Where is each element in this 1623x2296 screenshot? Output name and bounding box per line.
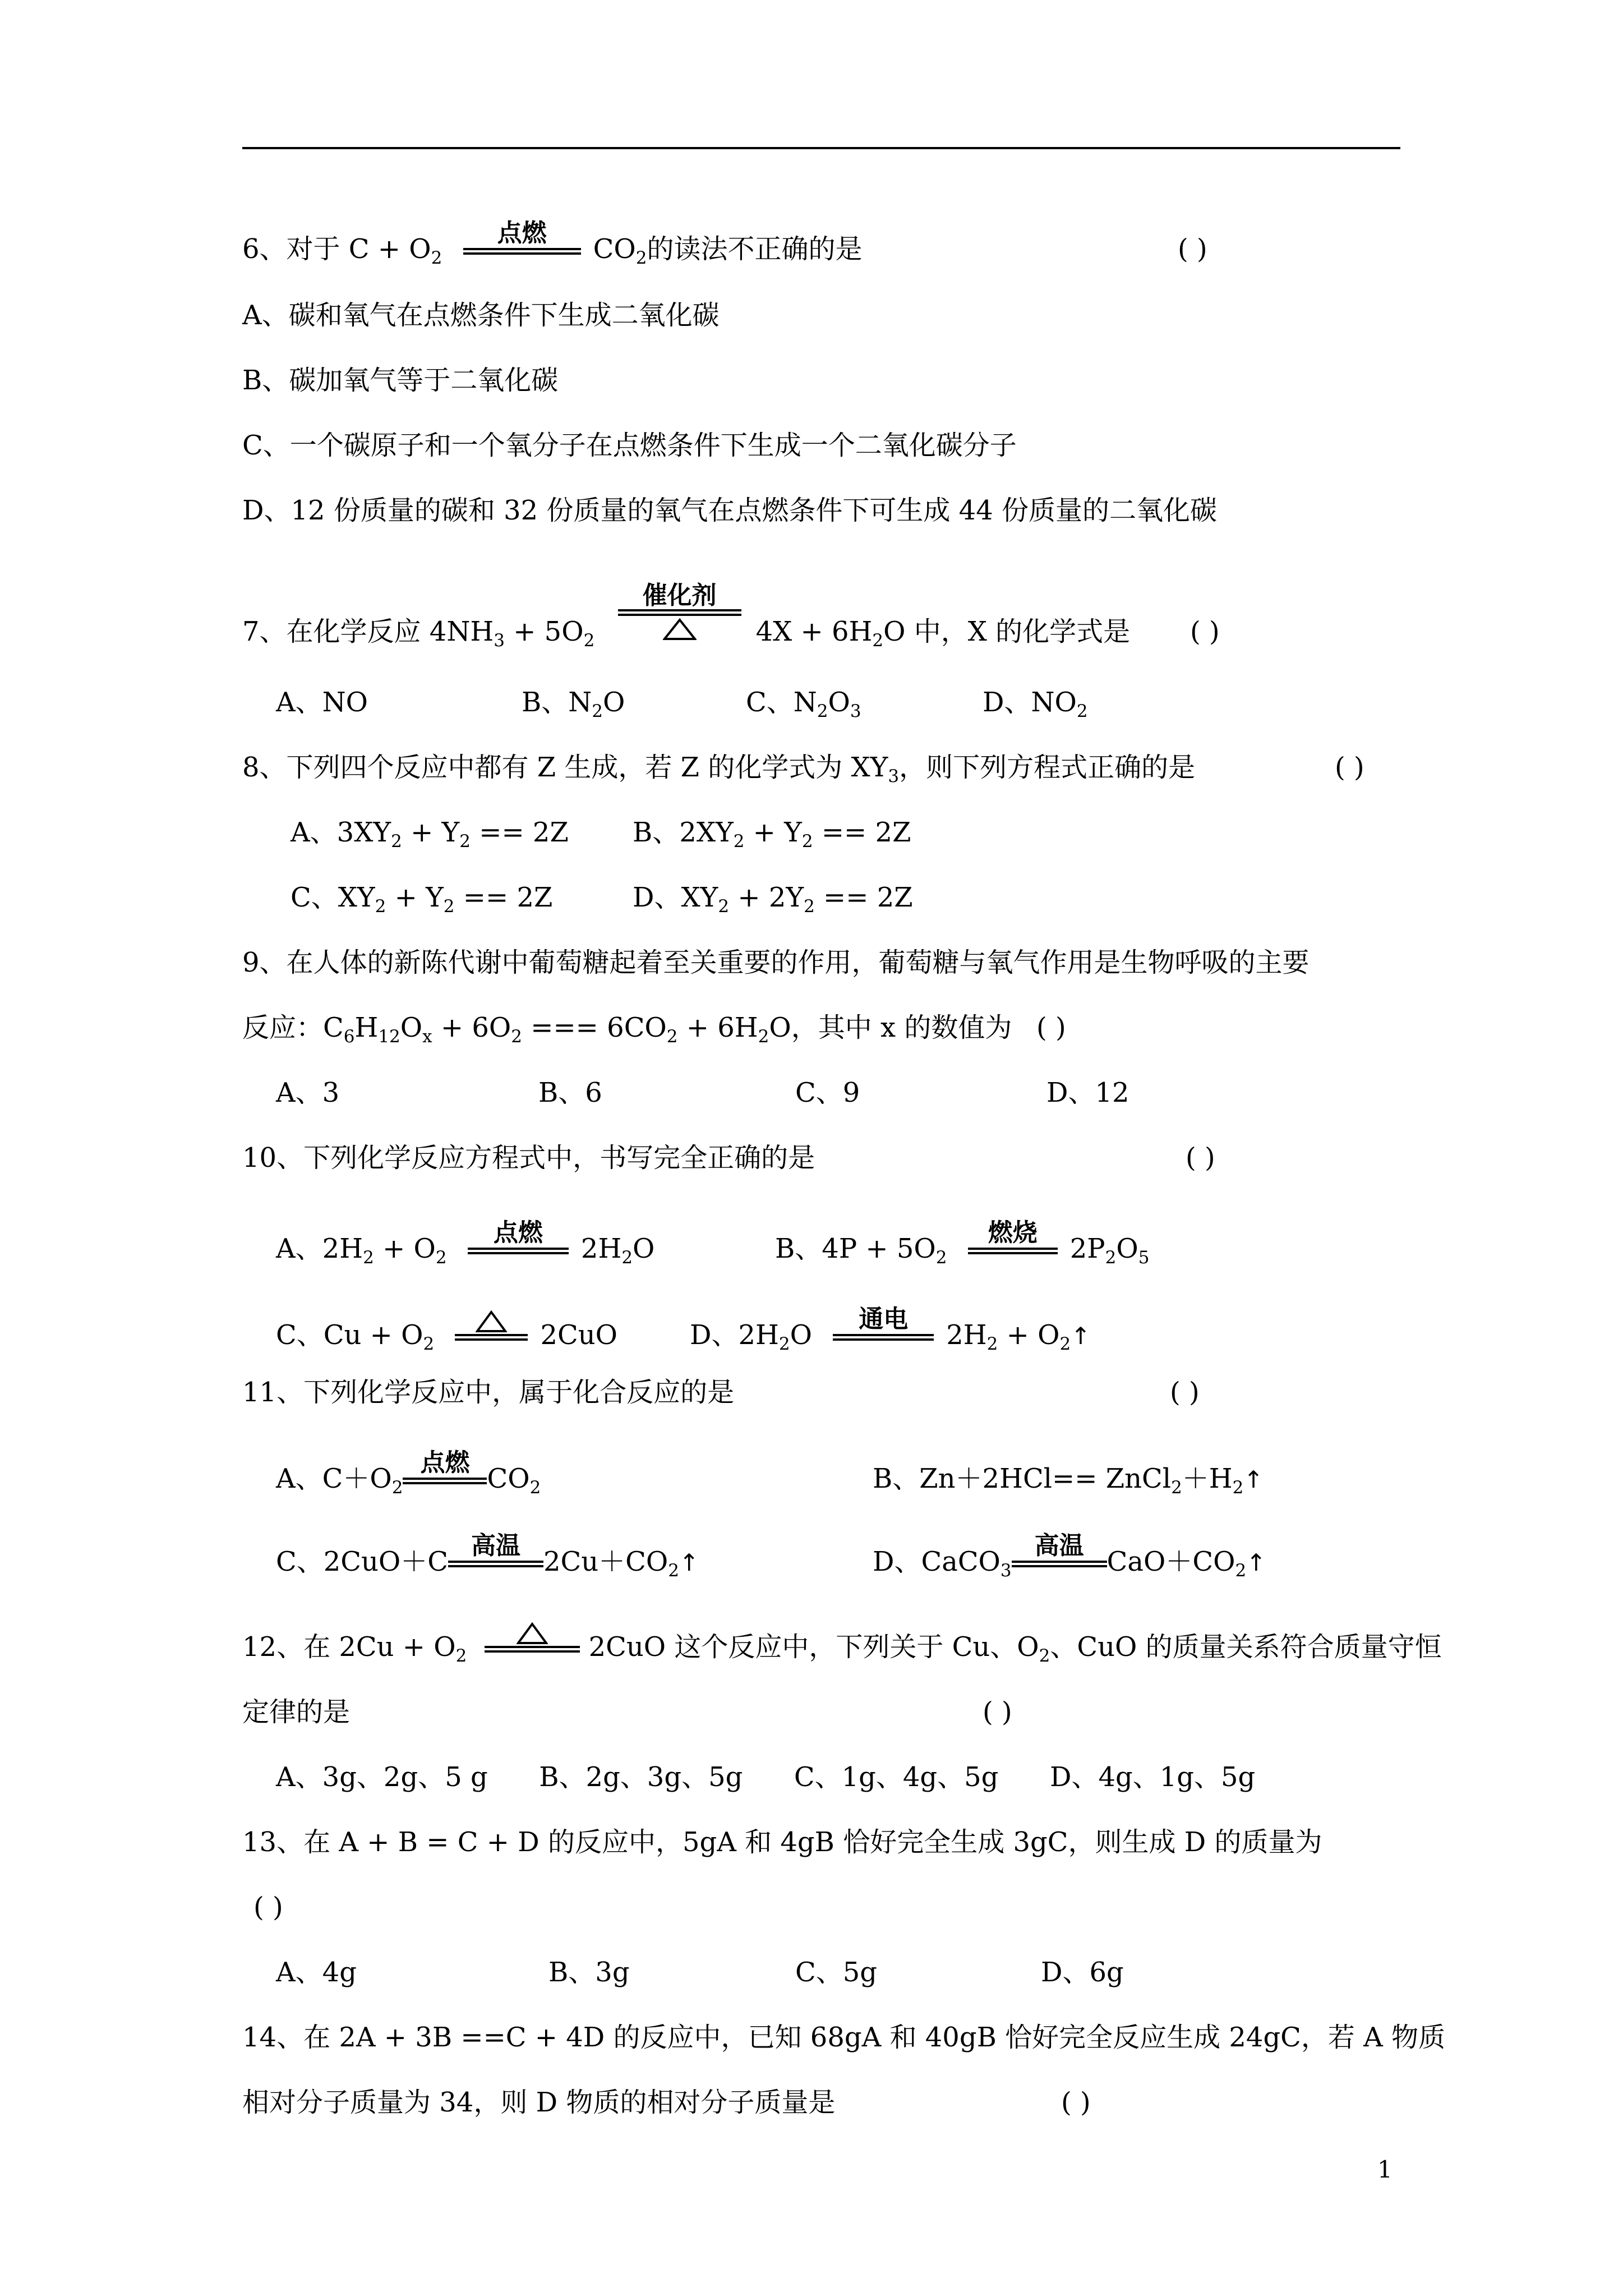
- question-6-option-a: A、碳和氧气在点燃条件下生成二氧化碳: [242, 300, 720, 331]
- question-13-option-d: D、6g: [1041, 1957, 1124, 1988]
- question-11-paren: ( ): [1170, 1377, 1200, 1408]
- question-11-option-b: B、$Zn+2HCl== ZnCl_2+H_2↑$: [873, 1463, 1264, 1498]
- question-10-stem: 10、下列化学反应方程式中，书写完全正确的是: [242, 1142, 815, 1174]
- question-11-option-d: D、CaCO$_3$ 高温 $CaO+CO_2↑$: [873, 1531, 1266, 1581]
- question-10-option-b: B、$4P + 5O_2$ 燃烧 $2P_2O_5$: [775, 1218, 1150, 1268]
- question-11-option-a: A、$C+O_2$ 点燃 $CO_2$: [276, 1448, 541, 1498]
- question-6-stem: 6、对于 $C + O_2$ 点燃 $CO_2$的读法不正确的是: [242, 218, 863, 268]
- question-14-paren: ( ): [1061, 2087, 1091, 2118]
- question-9-option-d: D、12: [1046, 1077, 1129, 1108]
- question-8-option-a: A、$3XY_2 + Y_2 == 2Z$: [291, 817, 569, 852]
- question-9-option-b: B、6: [538, 1077, 602, 1108]
- question-14-line2: 相对分子质量为 34，则 D 物质的相对分子质量是: [242, 2087, 836, 2118]
- question-8-option-c: C、$XY_2 + Y_2 == 2Z$: [291, 882, 553, 917]
- question-7-paren: ( ): [1190, 616, 1220, 647]
- question-9-option-c: C、9: [795, 1077, 860, 1108]
- question-13-option-b: B、3g: [548, 1957, 630, 1988]
- question-10-option-d: D、$2H_2O$ 通电 $2H_2$ + $O_2↑$: [690, 1304, 1091, 1354]
- question-6-option-c: C、一个碳原子和一个氧分子在点燃条件下生成一个二氧化碳分子: [242, 430, 1017, 461]
- question-10-option-c: C、$Cu + O_2$ 2CuO: [276, 1318, 617, 1354]
- question-9-line2: 反应：$C_6H_{12}O_x + 6O_2$ === $6CO_2 + 6H_2O$，其中 x 的数值为: [242, 1012, 1012, 1047]
- question-6-option-d: D、12 份质量的碳和 32 份质量的氧气在点燃条件下可生成 44 份质量的二氧化碳: [242, 495, 1218, 526]
- question-10-paren: ( ): [1186, 1142, 1215, 1174]
- question-8-paren: ( ): [1335, 752, 1364, 783]
- question-8-option-b: B、$2XY_2 + Y_2 == 2Z$: [633, 817, 911, 852]
- question-12-options: A、3g、2g、5 g B、2g、3g、5g C、1g、4g、5g D、4g、1g、5g: [276, 1761, 1256, 1793]
- question-10-option-a: A、$2H_2 + O_2$ 点燃 $2H_2O$: [276, 1218, 655, 1268]
- question-13-line1: 13、在 A + B = C + D 的反应中，5gA 和 4gB 恰好完全生成 3gC，则生成 D 的质量为: [242, 1826, 1322, 1858]
- page-number: 1: [1377, 2156, 1393, 2183]
- question-9-line1: 9、在人体的新陈代谢中葡萄糖起着至关重要的作用，葡萄糖与氧气作用是生物呼吸的主要: [242, 947, 1310, 978]
- question-11-option-c: C、2CuO＋C 高温 $2Cu+CO_2↑$: [276, 1531, 699, 1581]
- header-rule: [242, 147, 1400, 149]
- question-12-line1: 12、在 $2Cu + O_2$ 2CuO 这个反应中，下列关于 Cu、$O_2$、CuO 的质量关系符合质量守恒: [242, 1630, 1442, 1666]
- question-6-paren: ( ): [1178, 233, 1207, 265]
- question-8-option-d: D、$XY_2 + 2Y_2 == 2Z$: [633, 882, 913, 917]
- question-7-option-a: A、NO: [276, 687, 368, 718]
- question-13-option-c: C、5g: [795, 1957, 877, 1988]
- question-12-paren: ( ): [983, 1696, 1012, 1728]
- question-12-line2: 定律的是: [242, 1696, 351, 1728]
- question-9-paren: ( ): [1036, 1012, 1066, 1043]
- question-7-stem: 7、在化学反应 $4NH_3 + 5O_2$ 催化剂 $4X + 6H_2O$ 中，X 的化学式是: [242, 581, 1131, 651]
- question-13-paren: ( ): [253, 1892, 283, 1923]
- question-11-stem: 11、下列化学反应中，属于化合反应的是: [242, 1377, 735, 1408]
- question-14-line1: 14、在 2A + 3B ==C + 4D 的反应中，已知 68gA 和 40gB 恰好完全反应生成 24gC，若 A 物质: [242, 2022, 1446, 2053]
- question-8-stem: 8、下列四个反应中都有 Z 生成，若 Z 的化学式为 $XY_3$，则下列方程式正确的是: [242, 752, 1196, 786]
- question-6-option-b: B、碳加氧气等于二氧化碳: [242, 365, 559, 396]
- question-13-option-a: A、4g: [276, 1957, 357, 1988]
- question-7-option-d: D、$NO_2$: [983, 687, 1088, 721]
- question-7-option-c: C、$N_2O_3$: [746, 687, 861, 721]
- question-7-option-b: B、$N_2O$: [522, 687, 625, 721]
- question-9-option-a: A、3: [276, 1077, 340, 1108]
